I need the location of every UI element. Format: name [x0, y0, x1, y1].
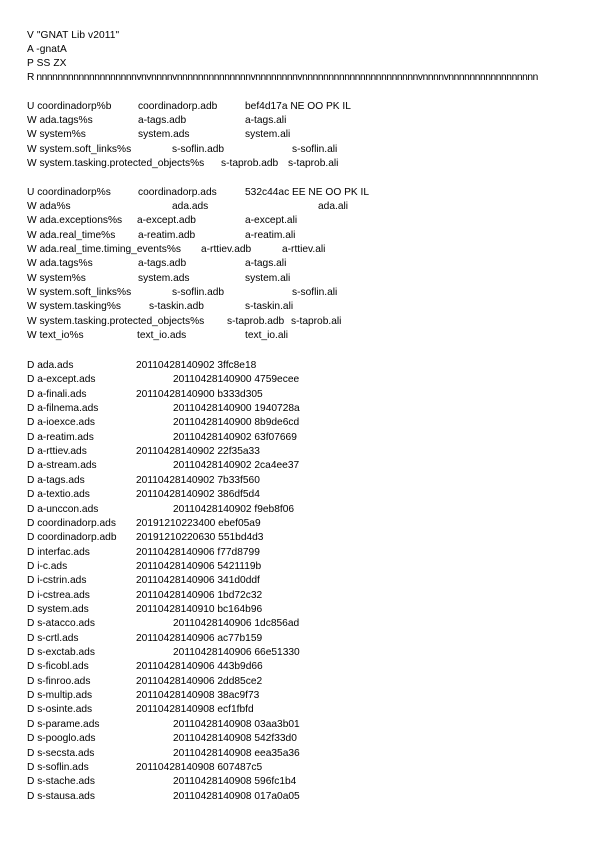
with-ali: s-taprob.ali: [288, 158, 339, 169]
dependency-file: D s-finroo.ads: [27, 675, 91, 687]
with-source: ada.ads: [172, 201, 209, 212]
dependency-stamp: 20110428140908 017a0a05: [173, 790, 300, 802]
with-line: [27, 214, 298, 228]
unit-checksum-flags: 532c44ac EE NE OO PK IL: [245, 187, 370, 198]
with-source: system.ads: [138, 129, 190, 140]
with-unit: W ada.real_time.timing_events%s: [27, 244, 182, 255]
with-source: s-soflin.adb: [172, 287, 225, 298]
with-source: s-taskin.adb: [149, 301, 204, 312]
dependency-file: D s-crtl.ads: [27, 632, 79, 644]
dependency-stamp: 20110428140906 443b9d66: [136, 661, 263, 673]
dependency-stamp: 20110428140908 596fc1b4: [173, 776, 297, 788]
with-source: text_io.ads: [137, 330, 187, 341]
dependency-stamp: 20110428140906 1bd72c32: [136, 589, 263, 601]
dependency-file: D i-cstrin.ads: [27, 575, 87, 587]
dependency-file: D s-multip.ads: [27, 690, 93, 701]
with-line: [27, 300, 294, 314]
dependency-file: D coordinadorp.adb: [27, 532, 117, 544]
dependency-file: D s-pooglo.ads: [27, 733, 96, 745]
with-line: [27, 229, 296, 243]
with-ali: s-soflin.ali: [292, 287, 338, 298]
dependency-file: D a-ioexce.ads: [27, 417, 95, 429]
dependency-file: D s-soflin.ads: [27, 761, 89, 773]
dependency-file: D ada.ads: [27, 360, 74, 371]
dependency-stamp: 20110428140906 66e51330: [173, 647, 300, 658]
unit-source-file: coordinadorp.ads: [138, 187, 217, 198]
dependency-stamp: 20110428140902 7b33f560: [136, 474, 260, 486]
dependency-stamp: 20110428140908 542f33d0: [173, 733, 297, 745]
dependency-file: D a-unccon.ads: [27, 503, 99, 515]
dependency-stamp: 20110428140902 386df5d4: [136, 489, 260, 501]
with-unit: W system.tasking%s: [27, 301, 121, 312]
with-ali: text_io.ali: [245, 330, 289, 341]
with-source: s-soflin.adb: [172, 144, 225, 155]
dependency-file: D a-stream.ads: [27, 460, 97, 472]
with-ali: s-soflin.ali: [292, 144, 338, 155]
dependency-file: D s-parame.ads: [27, 718, 100, 730]
dependency-stamp: 20110428140900 4759ecee: [173, 374, 300, 386]
with-source: a-tags.adb: [138, 258, 187, 269]
dependency-stamp: 20110428140908 eea35a36: [173, 747, 300, 759]
with-source: a-tags.adb: [138, 115, 187, 126]
with-line: [27, 200, 349, 214]
dependency-file: D a-reatim.ads: [27, 431, 94, 443]
with-unit: W system.tasking.protected_objects%s: [27, 158, 205, 169]
with-unit: W ada.real_time%s: [27, 230, 116, 241]
unit-line-body: [27, 100, 351, 114]
dependency-file: D a-except.ads: [27, 374, 96, 386]
dependency-stamp: 20110428140902 2ca4ee37: [173, 460, 300, 472]
dependency-file: D a-tags.ads: [27, 474, 85, 486]
dependency-stamp: 20110428140906 5421119b: [136, 560, 262, 572]
dependency-stamp: 20191210223400 ebef05a9: [136, 517, 261, 529]
unit-source-file: coordinadorp.adb: [138, 101, 218, 112]
unit-checksum-flags: bef4d17a NE OO PK IL: [245, 101, 351, 112]
with-ali: s-taskin.ali: [245, 301, 294, 312]
dependency-stamp: 20110428140908 38ac9f73: [136, 690, 260, 701]
unit-name: U coordinadorp%b: [27, 101, 112, 112]
with-source: a-rttiev.adb: [201, 244, 252, 255]
with-line: [27, 257, 287, 271]
with-source: a-reatim.adb: [138, 230, 196, 241]
with-unit: W system%s: [27, 273, 86, 284]
with-unit: W ada%s: [27, 201, 71, 212]
with-unit: W system.soft_links%s: [27, 144, 132, 155]
dependency-file: D s-exctab.ads: [27, 647, 95, 658]
version-line: V "GNAT Lib v2011": [27, 30, 120, 41]
with-line: [27, 286, 338, 300]
with-ali: a-tags.ali: [245, 115, 287, 126]
with-ali: ada.ali: [318, 201, 349, 212]
dependency-stamp: 20110428140902 63f07669: [173, 431, 297, 443]
partition-line: P SS ZX: [27, 58, 67, 69]
dependency-file: D s-secsta.ads: [27, 747, 95, 759]
with-ali: s-taprob.ali: [291, 316, 342, 327]
with-ali: a-rttiev.ali: [282, 244, 326, 255]
dependency-stamp: 20110428140906 341d0ddf: [136, 575, 260, 587]
dependency-stamp: 20110428140908 607487c5: [136, 761, 263, 773]
dependency-file: D i-c.ads: [27, 560, 68, 572]
unit-name: U coordinadorp%s: [27, 187, 111, 198]
with-source: system.ads: [138, 273, 190, 284]
dependency-file: D s-stache.ads: [27, 776, 95, 788]
with-ali: system.ali: [245, 273, 291, 284]
args-line: A -gnatA: [27, 44, 67, 55]
dependency-file: D coordinadorp.ads: [27, 517, 116, 529]
with-unit: W ada.tags%s: [27, 258, 93, 269]
with-line: [27, 128, 291, 142]
with-unit: W system.soft_links%s: [27, 287, 132, 298]
dependency-stamp: 20110428140902 3ffc8e18: [136, 360, 257, 371]
with-line: [27, 272, 291, 286]
with-unit: W ada.exceptions%s: [27, 215, 123, 226]
dependency-file: D a-finali.ads: [27, 388, 87, 400]
with-line: [27, 143, 338, 157]
with-source: s-taprob.adb: [221, 158, 279, 169]
dependency-stamp: 20110428140900 b333d305: [136, 388, 263, 400]
with-line: [27, 114, 287, 128]
dependency-stamp: 20110428140902 22f35a33: [136, 446, 260, 458]
with-unit: W system.tasking.protected_objects%s: [27, 316, 205, 327]
with-source: s-taprob.adb: [227, 316, 285, 327]
with-line: [27, 243, 326, 257]
dependency-stamp: 20110428140906 2dd85ce2: [136, 675, 263, 687]
dependency-file: D s-osinte.ads: [27, 704, 93, 716]
with-line: [27, 329, 289, 343]
unit-line-spec: [27, 186, 370, 200]
dependency-stamp: 20110428140900 1940728a: [173, 403, 300, 415]
dependency-file: D s-stausa.ads: [27, 790, 95, 802]
dependency-stamp: 20110428140906 f77d8799: [136, 546, 260, 558]
with-unit: W system%s: [27, 129, 86, 140]
with-ali: a-except.ali: [245, 215, 298, 226]
dependency-stamp: 20110428140900 8b9de6cd: [173, 417, 300, 429]
dependency-stamp: 20191210220630 551bd4d3: [136, 532, 264, 544]
dependency-file: D a-rttiev.ads: [27, 446, 87, 458]
with-source: a-except.adb: [137, 215, 196, 226]
dependency-stamp: 20110428140908 03aa3b01: [173, 718, 300, 730]
dependency-file: D i-cstrea.ads: [27, 589, 90, 601]
dependency-file: D a-textio.ads: [27, 489, 90, 501]
dependency-stamp: 20110428140906 1dc856ad: [173, 618, 300, 630]
dependency-stamp: 20110428140908 ecf1fbfd: [136, 704, 254, 716]
with-ali: a-reatim.ali: [245, 230, 296, 241]
with-ali: system.ali: [245, 129, 291, 140]
with-line: [27, 157, 339, 171]
dependency-file: D s-atacco.ads: [27, 618, 95, 630]
restrictions-line: R nnnnnnnnnnnnnnnnnnnvnvnnnnvnnnnnnnnnnnnnnvnnnnnnnnvnnnnnnnnnnnnnnnnnnnnnnvnnnnvnnnnnnnnnnnnnnnnn: [27, 72, 538, 83]
dependency-file: D a-filnema.ads: [27, 403, 99, 415]
dependency-stamp: 20110428140902 f9eb8f06: [173, 503, 295, 515]
dependency-stamp: 20110428140910 bc164b96: [136, 604, 263, 615]
dependency-file: D s-ficobl.ads: [27, 661, 89, 673]
dependency-file: D system.ads: [27, 604, 89, 615]
with-line: [27, 315, 342, 329]
with-unit: W text_io%s: [27, 330, 84, 341]
with-unit: W ada.tags%s: [27, 115, 93, 126]
with-ali: a-tags.ali: [245, 258, 287, 269]
dependency-file: D interfac.ads: [27, 546, 90, 558]
dependency-stamp: 20110428140906 ac77b159: [136, 632, 263, 644]
